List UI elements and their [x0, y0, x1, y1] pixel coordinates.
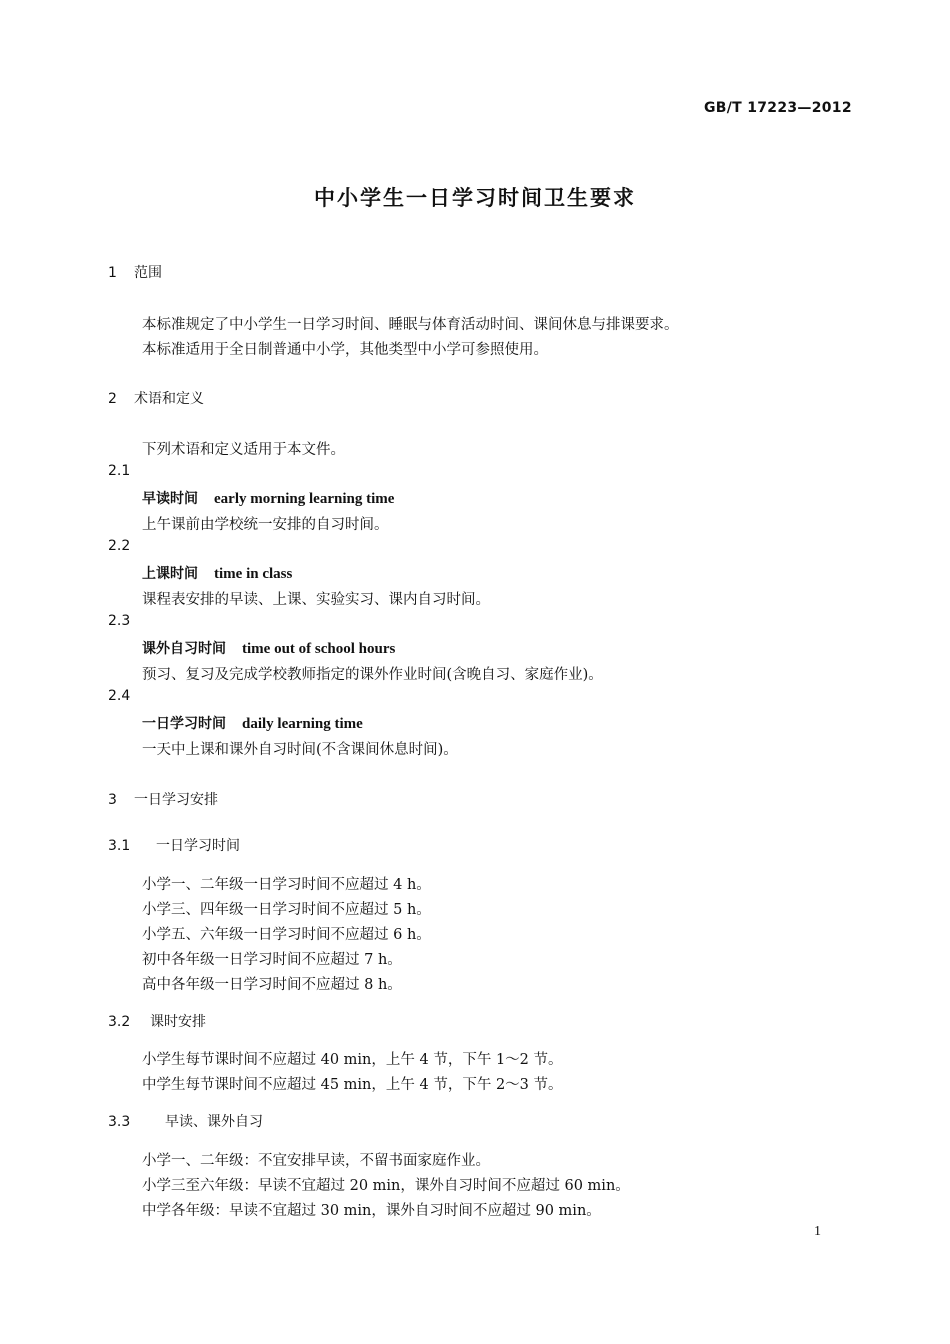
term-definition: 一天中上课和课外自习时间(不含课间休息时间)。 [142, 742, 458, 758]
standard-number: GB/T 17223—2012 [704, 100, 852, 116]
subsection-number: 3.3 [108, 1114, 131, 1130]
section-2-heading [108, 388, 204, 408]
term-zh: 课外自习时间 [142, 641, 226, 657]
document-title: 中小学生一日学习时间卫生要求 [314, 186, 636, 210]
paragraph: 中学各年级：早读不宜超过 30 min，课外自习时间不应超过 90 min。 [142, 1203, 601, 1219]
term-heading [142, 563, 292, 583]
paragraph: 中学生每节课时间不应超过 45 min，上午 4 节，下午 2～3 节。 [142, 1077, 563, 1093]
term-en: time out of school hours [242, 641, 396, 657]
section-title: 范围 [134, 265, 162, 281]
section-number: 3 [108, 792, 117, 808]
paragraph: 初中各年级一日学习时间不应超过 7 h。 [142, 952, 402, 968]
term-heading [142, 488, 394, 508]
section-title: 一日学习安排 [134, 792, 218, 808]
subsection-3-2-heading [108, 1011, 206, 1031]
subsection-3-1-heading [108, 835, 240, 855]
paragraph: 小学一、二年级：不宜安排早读，不留书面家庭作业。 [142, 1153, 490, 1169]
term-number: 2.4 [108, 688, 131, 704]
paragraph: 小学一、二年级一日学习时间不应超过 4 h。 [142, 877, 431, 893]
paragraph: 小学三至六年级：早读不宜超过 20 min，课外自习时间不应超过 60 min。 [142, 1178, 630, 1194]
section-3-heading [108, 789, 218, 809]
subsection-3-3-heading [108, 1111, 263, 1131]
term-definition: 预习、复习及完成学校教师指定的课外作业时间(含晚自习、家庭作业)。 [142, 667, 603, 683]
term-number: 2.3 [108, 613, 131, 629]
term-zh: 上课时间 [142, 566, 198, 582]
paragraph: 小学五、六年级一日学习时间不应超过 6 h。 [142, 927, 431, 943]
term-en: time in class [214, 566, 293, 582]
subsection-number: 3.2 [108, 1014, 131, 1030]
section-number: 2 [108, 391, 117, 407]
term-number: 2.2 [108, 538, 131, 554]
term-definition: 课程表安排的早读、上课、实验实习、课内自习时间。 [142, 592, 490, 608]
section-1-heading [108, 262, 162, 282]
paragraph: 本标准适用于全日制普通中小学，其他类型中小学可参照使用。 [142, 342, 548, 358]
paragraph: 小学生每节课时间不应超过 40 min，上午 4 节，下午 1～2 节。 [142, 1052, 563, 1068]
section-title: 术语和定义 [134, 391, 204, 407]
term-zh: 一日学习时间 [142, 716, 226, 732]
paragraph: 小学三、四年级一日学习时间不应超过 5 h。 [142, 902, 431, 918]
term-heading [142, 713, 363, 733]
term-definition: 上午课前由学校统一安排的自习时间。 [142, 517, 389, 533]
term-heading [142, 638, 395, 658]
paragraph: 下列术语和定义适用于本文件。 [142, 442, 345, 458]
page-number: 1 [814, 1224, 821, 1239]
term-en: early morning learning time [214, 491, 395, 507]
section-number: 1 [108, 265, 117, 281]
term-en: daily learning time [242, 716, 363, 732]
paragraph: 本标准规定了中小学生一日学习时间、睡眠与体育活动时间、课间休息与排课要求。 [142, 317, 679, 333]
subsection-title: 一日学习时间 [156, 838, 240, 854]
subsection-number: 3.1 [108, 838, 131, 854]
term-number: 2.1 [108, 463, 131, 479]
subsection-title: 课时安排 [150, 1014, 206, 1030]
subsection-title: 早读、课外自习 [165, 1114, 263, 1130]
paragraph: 高中各年级一日学习时间不应超过 8 h。 [142, 977, 402, 993]
term-zh: 早读时间 [142, 491, 198, 507]
